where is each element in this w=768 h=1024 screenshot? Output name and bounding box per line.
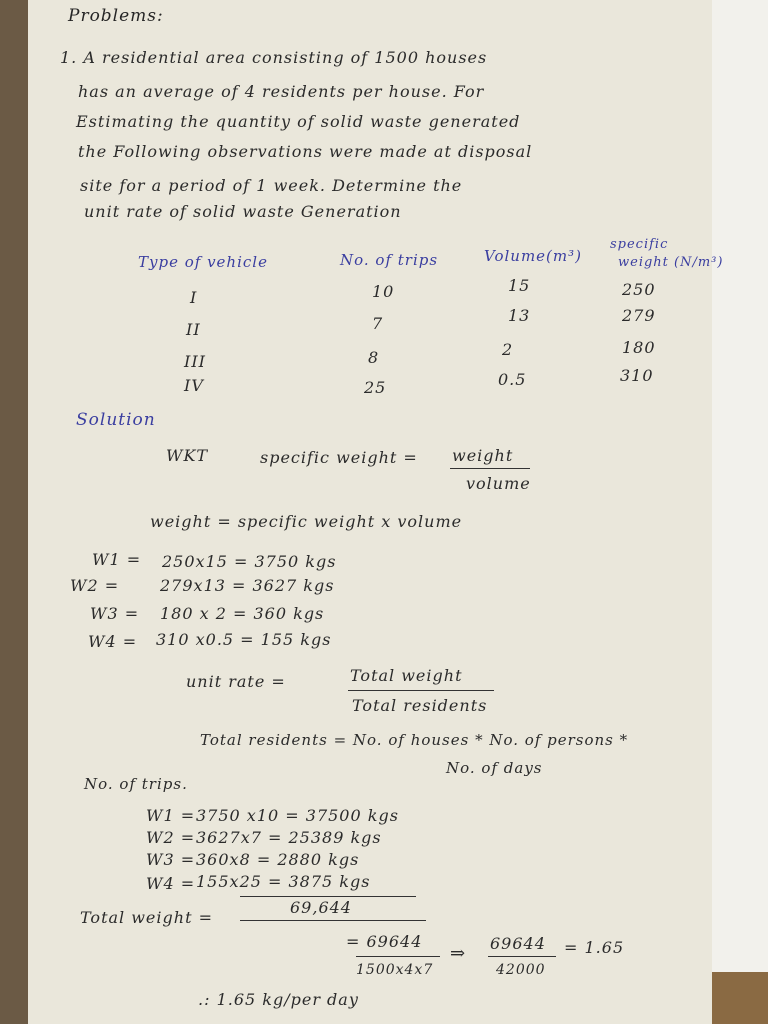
w4-expr: 310 x0.5 = 155 kgs [156,630,332,649]
implies-arrow-icon: ⇒ [450,943,467,964]
problem-line-1: 1. A residential area consisting of 1500 houses [60,48,488,67]
trip-w3-label: W3 = [146,850,196,869]
final-denominator: 1500x4x7 [356,962,434,978]
table-header-weight: weight (N/m³) [618,255,724,270]
row-1-type: I [190,288,198,307]
unit-rate-denominator: Total residents [352,696,488,715]
wooden-table [712,972,768,1024]
problem-line-2: has an average of 4 residents per house. For [78,82,485,101]
table-header-volume: Volume(m³) [484,247,582,265]
w3-label: W3 = [90,604,140,623]
final-numerator-2: 69644 [490,934,546,953]
wkt-label: WKT [166,446,209,465]
final-answer: .: 1.65 kg/per day [198,990,359,1009]
table-header-trips: No. of trips [340,251,439,269]
w4-label: W4 = [88,632,138,651]
final-numerator: = 69644 [346,932,423,951]
w2-label: W2 = [70,576,120,595]
row-2-volume: 13 [508,306,531,325]
weight-formula: weight = specific weight x volume [150,512,463,531]
row-2-type: II [186,320,201,339]
no-of-trips-heading: No. of trips. [84,775,188,793]
trip-w1-label: W1 = [146,806,196,825]
total-weight-value: 69,644 [290,898,352,917]
w2-expr: 279x13 = 3627 kgs [160,576,335,595]
problem-line-4: the Following observations were made at disposal [78,142,533,161]
w1-label: W1 = [92,550,142,569]
final-fraction-line-2 [488,956,556,957]
unit-rate-label: unit rate = [186,672,286,691]
final-result: = 1.65 [564,938,625,957]
trip-w4-label: W4 = [146,874,196,893]
trip-w2-expr: 3627x7 = 25389 kgs [196,828,382,847]
solution-heading: Solution [76,410,156,430]
row-2-trips: 7 [372,314,384,333]
unit-rate-fraction-line [348,690,494,691]
trip-w3-expr: 360x8 = 2880 kgs [196,850,360,869]
w3-expr: 180 x 2 = 360 kgs [160,604,325,623]
unit-rate-numerator: Total weight [350,666,463,685]
row-1-sw: 250 [622,280,656,299]
row-4-trips: 25 [364,378,387,397]
total-weight-label: Total weight = [80,908,213,927]
fraction-weight: weight [452,446,514,465]
row-1-volume: 15 [508,276,531,295]
trip-w2-label: W2 = [146,828,196,847]
fraction-volume: volume [466,474,531,493]
problem-line-5: site for a period of 1 week. Determine the [80,176,463,195]
row-4-sw: 310 [620,366,654,385]
problem-line-6: unit rate of solid waste Generation [84,202,402,221]
trip-w4-expr: 155x25 = 3875 kgs [196,872,371,891]
row-1-trips: 10 [372,282,395,301]
no-of-days: No. of days [446,759,543,777]
row-3-volume: 2 [502,340,514,359]
final-fraction-line [356,956,440,957]
row-3-sw: 180 [622,338,656,357]
problem-line-3: Estimating the quantity of solid waste generated [76,112,521,131]
row-4-volume: 0.5 [498,370,527,389]
fraction-line [450,468,530,469]
total-residents-formula: Total residents = No. of houses * No. of persons * [200,731,629,749]
table-header-type: Type of vehicle [138,253,268,271]
sum-line-top [240,896,416,897]
table-header-specific: specific [610,237,669,252]
row-4-type: IV [184,376,204,395]
row-3-type: III [184,352,206,371]
sum-line-bottom [240,920,426,921]
final-denominator-2: 42000 [496,962,546,978]
trip-w1-expr: 3750 x10 = 37500 kgs [196,806,399,825]
page-title: Problems: [68,6,164,26]
background-strip [712,0,768,1024]
w1-expr: 250x15 = 3750 kgs [162,552,337,571]
row-3-trips: 8 [368,348,380,367]
specific-weight-label: specific weight = [260,448,418,467]
row-2-sw: 279 [622,306,656,325]
